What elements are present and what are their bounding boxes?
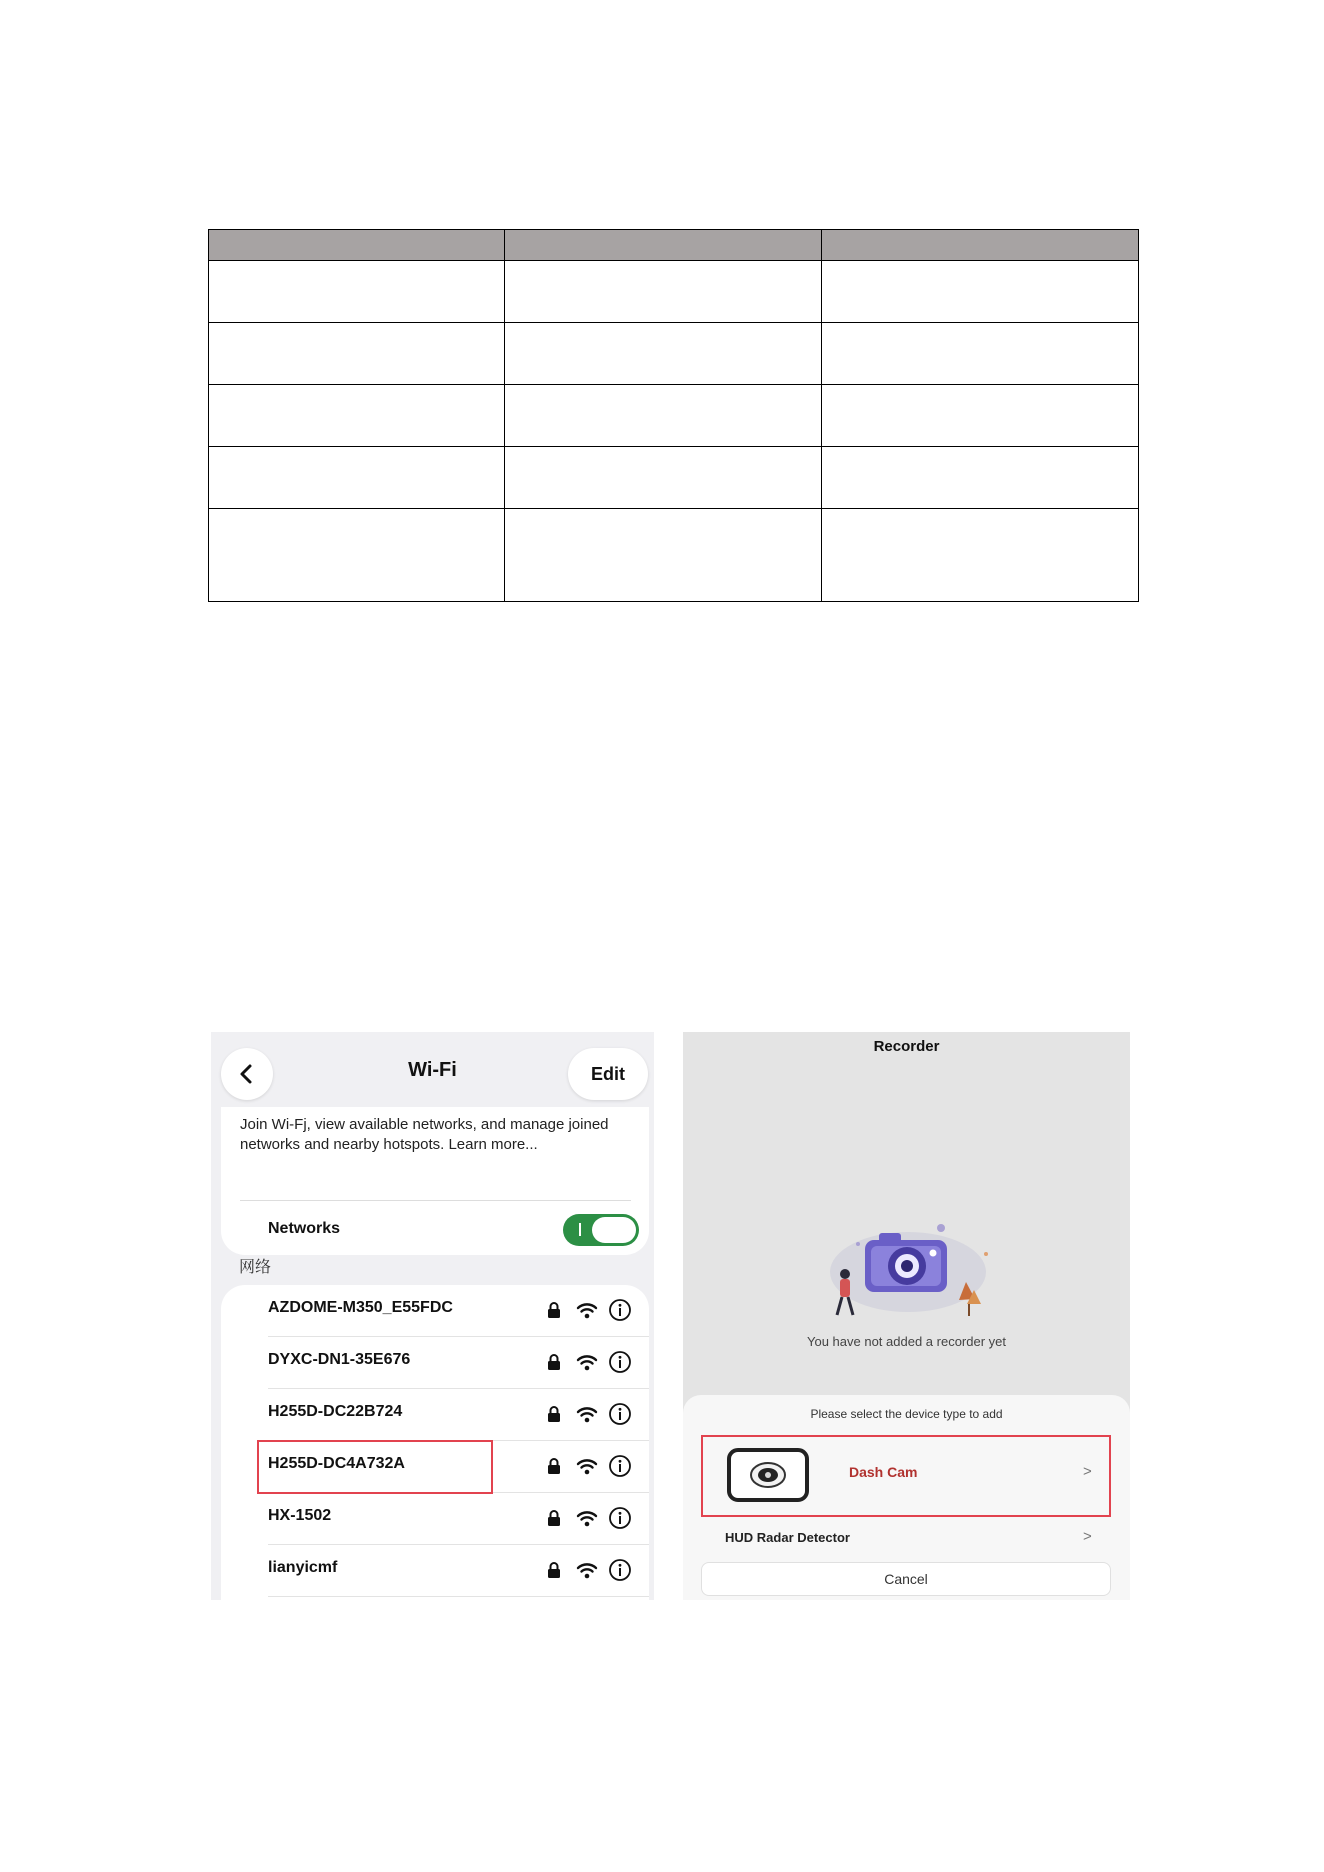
wifi-signal-icon (576, 1353, 598, 1371)
table-cell (822, 447, 1139, 509)
toggle-on-mark (579, 1223, 581, 1236)
lock-icon (547, 1561, 561, 1579)
network-ssid: HX-1502 (268, 1507, 332, 1524)
hud-radar-detector-label: HUD Radar Detector (725, 1530, 850, 1545)
info-icon[interactable] (608, 1350, 632, 1374)
networks-label: Networks (268, 1220, 341, 1237)
network-row[interactable] (221, 1545, 649, 1597)
hud-radar-detector-option[interactable] (701, 1522, 1111, 1552)
table-cell (505, 385, 822, 447)
network-row[interactable] (221, 1285, 649, 1337)
table-header-cell (209, 230, 505, 261)
lock-icon (547, 1301, 561, 1319)
wifi-signal-icon (576, 1405, 598, 1423)
toggle-knob (592, 1217, 636, 1243)
lock-icon (547, 1457, 561, 1475)
table-row (209, 447, 1139, 509)
blank-table (208, 229, 1139, 602)
cancel-button[interactable]: Cancel (701, 1562, 1111, 1596)
network-row[interactable] (221, 1337, 649, 1389)
table-row (209, 261, 1139, 323)
table-row (209, 509, 1139, 602)
network-ssid: AZDOME-M350_E55FDC (268, 1299, 453, 1316)
table-cell (505, 447, 822, 509)
table-cell (822, 261, 1139, 323)
info-icon[interactable] (608, 1402, 632, 1426)
sheet-prompt: Please select the device type to add (810, 1407, 1003, 1421)
row-separator (268, 1596, 649, 1597)
wifi-signal-icon (576, 1509, 598, 1527)
table-cell (209, 385, 505, 447)
table-cell (209, 447, 505, 509)
recorder-app-screenshot (683, 1032, 1130, 1600)
info-icon[interactable] (608, 1454, 632, 1478)
divider (240, 1200, 631, 1201)
table-header-cell (822, 230, 1139, 261)
table-row (209, 323, 1139, 385)
table-cell (822, 323, 1139, 385)
network-row[interactable] (221, 1493, 649, 1545)
networks-toggle[interactable] (563, 1214, 639, 1246)
table-cell (209, 323, 505, 385)
wifi-description[interactable]: Join Wi-Fj, view available networks, and manage joined networks and nearby hotspots. Learn more... (240, 1116, 609, 1153)
section-label: 网络 (239, 1259, 272, 1276)
wifi-settings-screenshot (211, 1032, 654, 1600)
table-cell (505, 261, 822, 323)
network-ssid: H255D-DC4A732A (268, 1455, 405, 1472)
chevron-right-icon: > (1083, 1528, 1092, 1545)
table-cell (505, 509, 822, 602)
lock-icon (547, 1353, 561, 1371)
network-highlight-box (257, 1440, 493, 1494)
table-cell (209, 509, 505, 602)
wifi-signal-icon (576, 1457, 598, 1475)
network-ssid: H255D-DC22B724 (268, 1403, 403, 1420)
camera-illustration (823, 1220, 993, 1330)
table-header-row (209, 230, 1139, 261)
wifi-info-card (221, 1107, 649, 1255)
table-cell (822, 385, 1139, 447)
table-cell (209, 261, 505, 323)
lock-icon (547, 1405, 561, 1423)
table-row (209, 385, 1139, 447)
chevron-right-icon: > (1083, 1463, 1092, 1480)
edit-button[interactable]: Edit (568, 1048, 648, 1100)
page-title: Wi-Fi (408, 1059, 457, 1081)
page-title: Recorder (873, 1038, 940, 1055)
network-ssid: DYXC-DN1-35E676 (268, 1351, 411, 1368)
device-type-sheet (683, 1395, 1130, 1600)
dash-cam-highlight-box (701, 1435, 1111, 1517)
network-row[interactable] (221, 1389, 649, 1441)
lock-icon (547, 1509, 561, 1527)
empty-state-message: You have not added a recorder yet (807, 1334, 1006, 1349)
info-icon[interactable] (608, 1298, 632, 1322)
table-cell (505, 323, 822, 385)
network-ssid: lianyicmf (268, 1559, 338, 1576)
dash-cam-label: Dash Cam (849, 1464, 918, 1480)
table-cell (822, 509, 1139, 602)
wifi-signal-icon (576, 1561, 598, 1579)
wifi-signal-icon (576, 1301, 598, 1319)
table-header-cell (505, 230, 822, 261)
info-icon[interactable] (608, 1558, 632, 1582)
info-icon[interactable] (608, 1506, 632, 1530)
